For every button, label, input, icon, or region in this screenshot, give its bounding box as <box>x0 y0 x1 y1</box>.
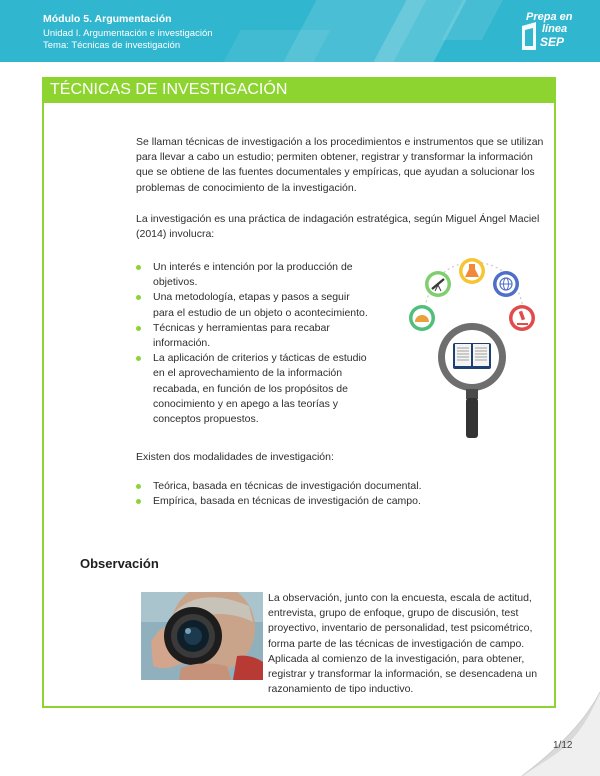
unit-label: Unidad I. Argumentación e investigación <box>43 28 213 39</box>
bullet-dot-icon <box>136 484 141 489</box>
involves-list <box>136 260 372 427</box>
globe-icon <box>493 271 519 297</box>
header-decoration <box>219 30 330 62</box>
page-curl-icon <box>520 684 600 776</box>
list-item: La aplicación de criterios y tácticas de estudio en el aprovechamiento de la información recabada, en función de los propósitos de conocimiento y en apego a las teorías y conceptos propuestos. <box>136 351 372 427</box>
protractor-icon <box>409 305 435 331</box>
list-item: Empírica, basada en técnicas de investigación de campo. <box>136 494 536 509</box>
list-item: Un interés e intención por la producción de objetivos. <box>136 260 372 290</box>
logo-line-2: línea <box>542 23 568 35</box>
observation-paragraph: La observación, junto con la encuesta, escala de actitud, entrevista, grupo de enfoque, grupo de discusión, test proyectivo, inventario de personalidad, test psicométrico, forma parte de las técnicas de investigación de campo. Aplicada al comienzo de la investigación, para obtener, registrar y transformar la información, se desencadena un razonamiento de tipo inductivo. <box>268 592 538 696</box>
logo-line-3: SEP <box>540 35 565 49</box>
magnifying-glass-icon <box>438 323 506 438</box>
bullet-dot-icon <box>136 265 141 270</box>
list-item: Una metodología, etapas y pasos a seguir para el estudio de un objeto o acontecimiento. <box>136 290 372 320</box>
page-number: 1/12 <box>553 740 573 751</box>
telescope-icon <box>425 271 451 297</box>
logo-line-1: Prepa en <box>526 11 573 23</box>
flask-icon <box>459 258 485 284</box>
modalities-intro: Existen dos modalidades de investigación: <box>136 451 334 463</box>
list-item: Técnicas y herramientas para recabar información. <box>136 321 372 351</box>
prepa-en-linea-logo <box>518 10 580 54</box>
involves-intro-paragraph: La investigación es una práctica de indagación estratégica, según Miguel Ángel Maciel (2014) involucra: <box>136 213 540 241</box>
photographer-image-icon <box>141 592 263 680</box>
camera-photo <box>141 592 263 680</box>
bullet-dot-icon <box>136 499 141 504</box>
bullet-dot-icon <box>136 326 141 331</box>
topic-label: Tema: Técnicas de investigación <box>43 40 181 51</box>
bullet-dot-icon <box>136 356 141 361</box>
page-header <box>0 0 600 62</box>
module-label: Módulo 5. Argumentación <box>43 13 172 25</box>
observation-heading: Observación <box>80 556 159 571</box>
bullet-dot-icon <box>136 295 141 300</box>
list-item: Teórica, basada en técnicas de investigación documental. <box>136 479 536 494</box>
intro-paragraph: Se llaman técnicas de investigación a los procedimientos e instrumentos que se utilizan para llevar a cabo un estudio; permiten obtener, registrar y transformar la información que se obtiene de las fuentes documentales y empíricas, que ayudan a solucionar los problemas de conocimiento de la investigación. <box>136 136 544 194</box>
research-illustration <box>402 252 547 442</box>
microscope-icon <box>509 305 535 331</box>
modalities-list <box>136 479 536 509</box>
section-title: TÉCNICAS DE INVESTIGACIÓN <box>50 81 288 98</box>
